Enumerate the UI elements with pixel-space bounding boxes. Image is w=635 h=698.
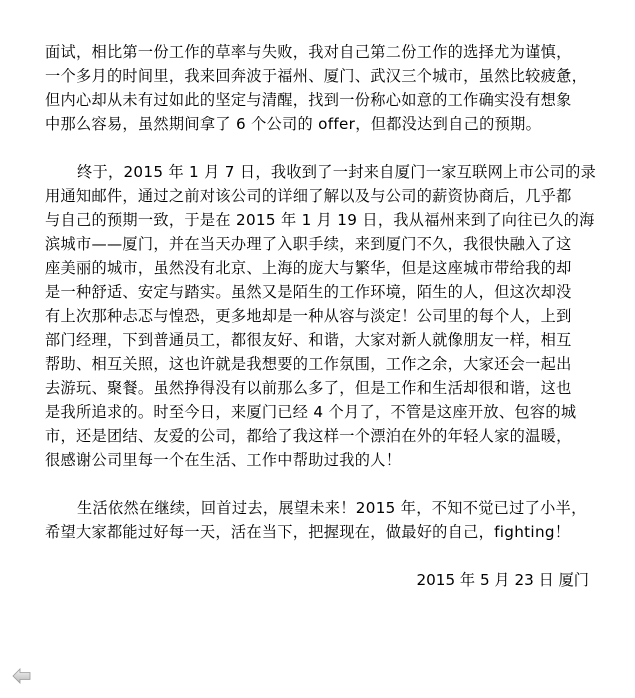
text-line: 中那么容易，虽然期间拿了 6 个公司的 offer，但都没达到自己的预期。	[45, 115, 542, 133]
text-line: 但内心却从未有过如此的坚定与清醒，找到一份称心如意的工作确实没有想象	[45, 91, 572, 109]
back-button[interactable]	[12, 668, 32, 684]
text-line: 市，还是团结、友爱的公司，都给了我这样一个漂泊在外的年轻人家的温暖，	[45, 427, 572, 445]
text-line: 与自己的预期一致，于是在 2015 年 1 月 19 日，我从福州来到了向往已久的海	[45, 211, 595, 229]
text-line: 滨城市——厦门，并在当天办理了入职手续，来到厦门不久，我很快融入了这	[45, 235, 572, 253]
text-line: 面试，相比第一份工作的草率与失败，我对自己第二份工作的选择尤为谨慎，	[45, 43, 572, 61]
text-line: 去游玩、聚餐。虽然挣得没有以前那么多了，但是工作和生活却很和谐，这也	[45, 379, 572, 397]
text-line: 有上次那种忐忑与惶恐，更多地却是一种从容与淡定！公司里的每个人，上到	[45, 307, 572, 325]
text-line: 是一种舒适、安定与踏实。虽然又是陌生的工作环境，陌生的人，但这次却没	[45, 283, 572, 301]
left-arrow-icon	[12, 668, 32, 684]
text-line: 希望大家都能过好每一天，活在当下，把握现在，做最好的自己，fighting！	[45, 523, 571, 541]
paragraph-1	[45, 40, 593, 136]
text-line: 一个多月的时间里，我来回奔波于福州、厦门、武汉三个城市，虽然比较疲惫，	[45, 67, 588, 85]
text-line: 部门经理，下到普通员工，都很友好、和谐，大家对新人就像朋友一样，相互	[45, 331, 572, 349]
document-body	[45, 40, 597, 592]
text-line: 很感谢公司里每一个在生活、工作中帮助过我的人！	[45, 451, 402, 469]
text-line: 是我所追求的。时至今日，来厦门已经 4 个月了，不管是这座开放、包容的城	[45, 403, 577, 421]
signature-date-location: 2015 年 5 月 23 日 厦门	[416, 571, 589, 589]
text-line: 座美丽的城市，虽然没有北京、上海的庞大与繁华，但是这座城市带给我的却	[45, 259, 572, 277]
text-line: 用通知邮件，通过之前对该公司的详细了解以及与公司的薪资协商后，几乎都	[45, 187, 572, 205]
text-line: 终于，2015 年 1 月 7 日，我收到了一封来自厦门一家互联网上市公司的录	[77, 163, 597, 181]
text-line: 帮助、相互关照，这也许就是我想要的工作氛围，工作之余，大家还会一起出	[45, 355, 572, 373]
paragraph-3	[45, 496, 593, 544]
paragraph-2	[45, 160, 597, 472]
text-line: 生活依然在继续，回首过去，展望未来！2015 年，不知不觉已过了小半，	[77, 499, 587, 517]
